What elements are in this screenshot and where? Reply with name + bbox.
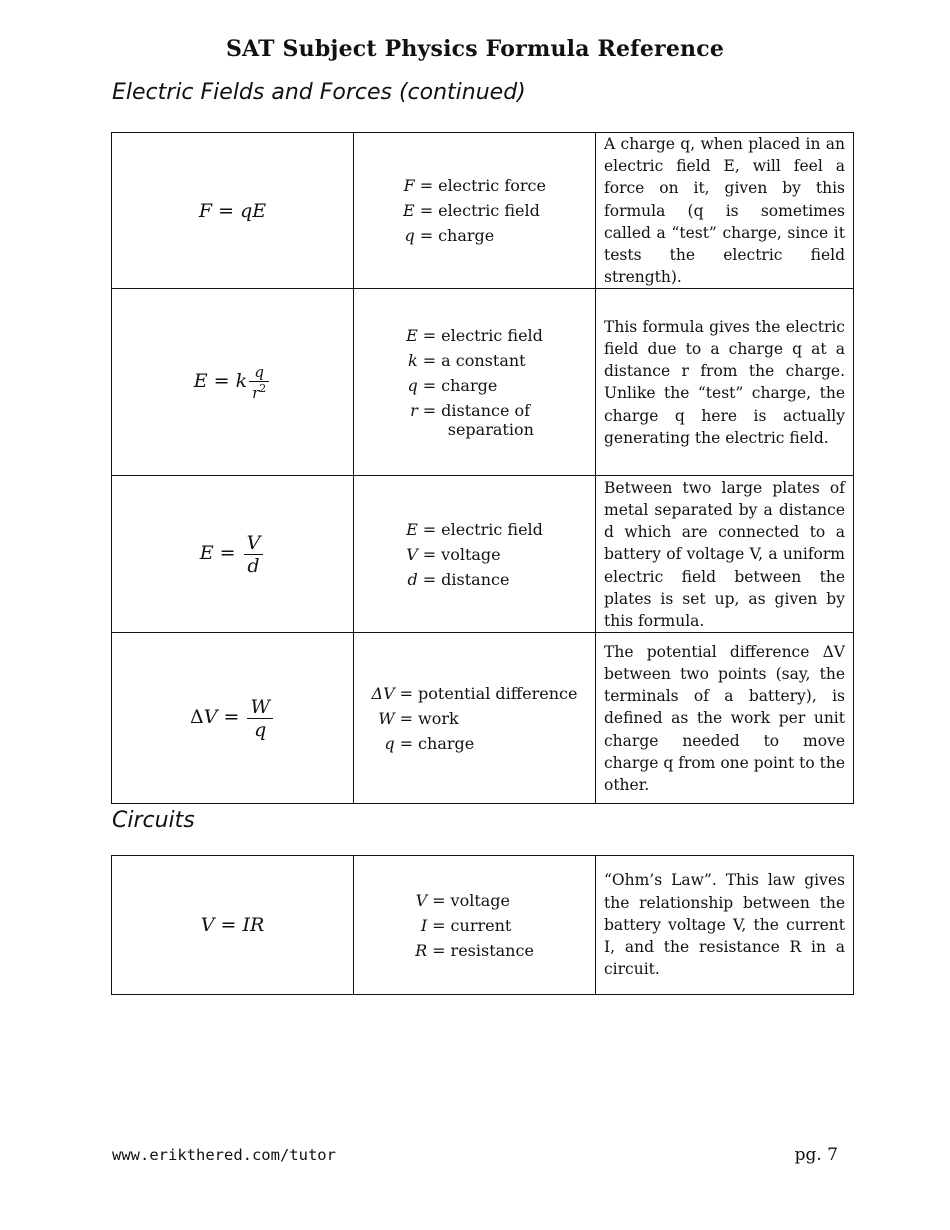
variable-definition: q = charge bbox=[406, 373, 543, 398]
variables-cell bbox=[354, 633, 596, 804]
variable-definition: ΔV = potential difference bbox=[372, 681, 578, 706]
variable-meaning: a constant bbox=[441, 350, 526, 370]
variable-definition: R = resistance bbox=[415, 938, 534, 963]
variable-symbol: E bbox=[406, 325, 418, 345]
variable-definition: V = voltage bbox=[406, 542, 543, 567]
variable-definition: W = work bbox=[372, 706, 578, 731]
variable-meaning: work bbox=[418, 708, 459, 728]
variable-meaning: potential difference bbox=[418, 683, 578, 703]
page-title: SAT Subject Physics Formula Reference bbox=[225, 36, 725, 62]
variable-definition: V = voltage bbox=[415, 888, 534, 913]
variable-meaning: voltage bbox=[450, 890, 511, 910]
section-heading-electric: Electric Fields and Forces (continued) bbox=[112, 80, 526, 105]
formula-cell bbox=[112, 856, 354, 995]
variable-symbol: E bbox=[403, 201, 415, 221]
variable-symbol: V bbox=[415, 890, 428, 910]
variable-symbol: R bbox=[415, 940, 428, 960]
formula-description: “Ohm’s Law”. This law gives the relationship between the battery voltage V, the current I, and the resistance R in a circuit. bbox=[604, 871, 845, 979]
variable-definition: F = electric force bbox=[403, 173, 546, 198]
variable-list bbox=[406, 323, 543, 442]
variable-symbol: k bbox=[408, 350, 418, 370]
variable-list bbox=[403, 173, 546, 248]
variable-meaning: current bbox=[450, 915, 512, 935]
variable-definition: q = charge bbox=[403, 223, 546, 248]
variable-definition: E = electric field bbox=[403, 198, 546, 223]
variable-meaning: charge bbox=[441, 375, 498, 395]
variable-symbol: r bbox=[410, 400, 418, 420]
section-heading-circuits: Circuits bbox=[112, 808, 195, 833]
description-cell bbox=[596, 289, 854, 476]
formula: F = qE bbox=[198, 199, 267, 222]
variable-meaning: electric field bbox=[438, 201, 540, 221]
formula-cell bbox=[112, 476, 354, 633]
variable-symbol: d bbox=[407, 569, 418, 589]
variable-symbol: W bbox=[378, 708, 395, 728]
variable-list bbox=[406, 517, 543, 592]
variables-cell bbox=[354, 856, 596, 995]
variable-definition: I = current bbox=[415, 913, 534, 938]
formula: E = k $\frac{q}{r^2}$ bbox=[194, 370, 272, 392]
formula: E = $\frac{V}{d}$ bbox=[200, 542, 266, 564]
description-cell bbox=[596, 133, 854, 289]
formula-description: A charge q, when placed in an electric field E, will feel a force on it, given by this formula (q is sometimes called a “test” charge, since it tests the electric field strength). bbox=[604, 135, 845, 287]
variable-symbol: V bbox=[406, 544, 418, 564]
variable-symbol: F bbox=[403, 176, 415, 196]
variable-meaning: distance of separation bbox=[441, 400, 534, 439]
description-cell bbox=[596, 633, 854, 804]
variables-cell bbox=[354, 476, 596, 633]
variable-meaning: charge bbox=[418, 733, 475, 753]
formula-cell bbox=[112, 633, 354, 804]
variable-list bbox=[372, 681, 578, 756]
variable-list bbox=[415, 888, 534, 963]
formula-description: The potential difference ΔV between two points (say, the terminals of a battery), is defined as the work per unit charge needed to move charge q from one point to the other. bbox=[604, 642, 845, 794]
variable-meaning: distance bbox=[441, 569, 510, 589]
variable-symbol: q bbox=[404, 226, 415, 246]
variable-definition: E = electric field bbox=[406, 517, 543, 542]
variable-meaning: voltage bbox=[441, 544, 501, 564]
formula-cell bbox=[112, 133, 354, 289]
variable-meaning: electric field bbox=[441, 325, 543, 345]
variable-definition: E = electric field bbox=[406, 323, 543, 348]
description-cell bbox=[596, 476, 854, 633]
variable-meaning: electric field bbox=[441, 519, 543, 539]
variable-definition: d = distance bbox=[406, 567, 543, 592]
variable-meaning: charge bbox=[438, 226, 495, 246]
variable-definition: q = charge bbox=[372, 731, 578, 756]
formula-row bbox=[112, 633, 854, 804]
formula-description: Between two large plates of metal separated by a distance d which are connected to a battery of voltage V, a uniform electric field between the plates is set up, as given by this formula. bbox=[604, 478, 845, 630]
formula-cell bbox=[112, 289, 354, 476]
formula-row bbox=[112, 476, 854, 633]
variables-cell bbox=[354, 133, 596, 289]
formula-row bbox=[112, 289, 854, 476]
variable-symbol: ΔV bbox=[371, 683, 395, 703]
circuits-formula-table bbox=[111, 855, 854, 995]
electric-formula-table bbox=[111, 132, 854, 804]
formula: V = IR bbox=[200, 914, 265, 936]
variables-cell bbox=[354, 289, 596, 476]
variable-meaning: resistance bbox=[450, 940, 534, 960]
variable-meaning: electric force bbox=[438, 176, 546, 196]
variable-symbol: I bbox=[420, 915, 428, 935]
variable-definition: k = a constant bbox=[406, 348, 543, 373]
formula-row bbox=[112, 856, 854, 995]
footer-url: www.erikthered.com/tutor bbox=[112, 1146, 336, 1164]
variable-symbol: E bbox=[406, 519, 418, 539]
formula-row bbox=[112, 133, 854, 289]
page-number: pg. 7 bbox=[794, 1145, 838, 1165]
variable-definition: r = distance of separation bbox=[406, 398, 543, 442]
formula: ΔV = $\frac{W}{q}$ bbox=[190, 706, 275, 728]
variable-symbol: q bbox=[407, 375, 418, 395]
variable-symbol: q bbox=[384, 733, 395, 753]
description-cell bbox=[596, 856, 854, 995]
formula-description: This formula gives the electric field due to a charge q at a distance r from the charge. Unlike the “test” charge, the charge q here is actually generating the electric field. bbox=[604, 317, 845, 447]
